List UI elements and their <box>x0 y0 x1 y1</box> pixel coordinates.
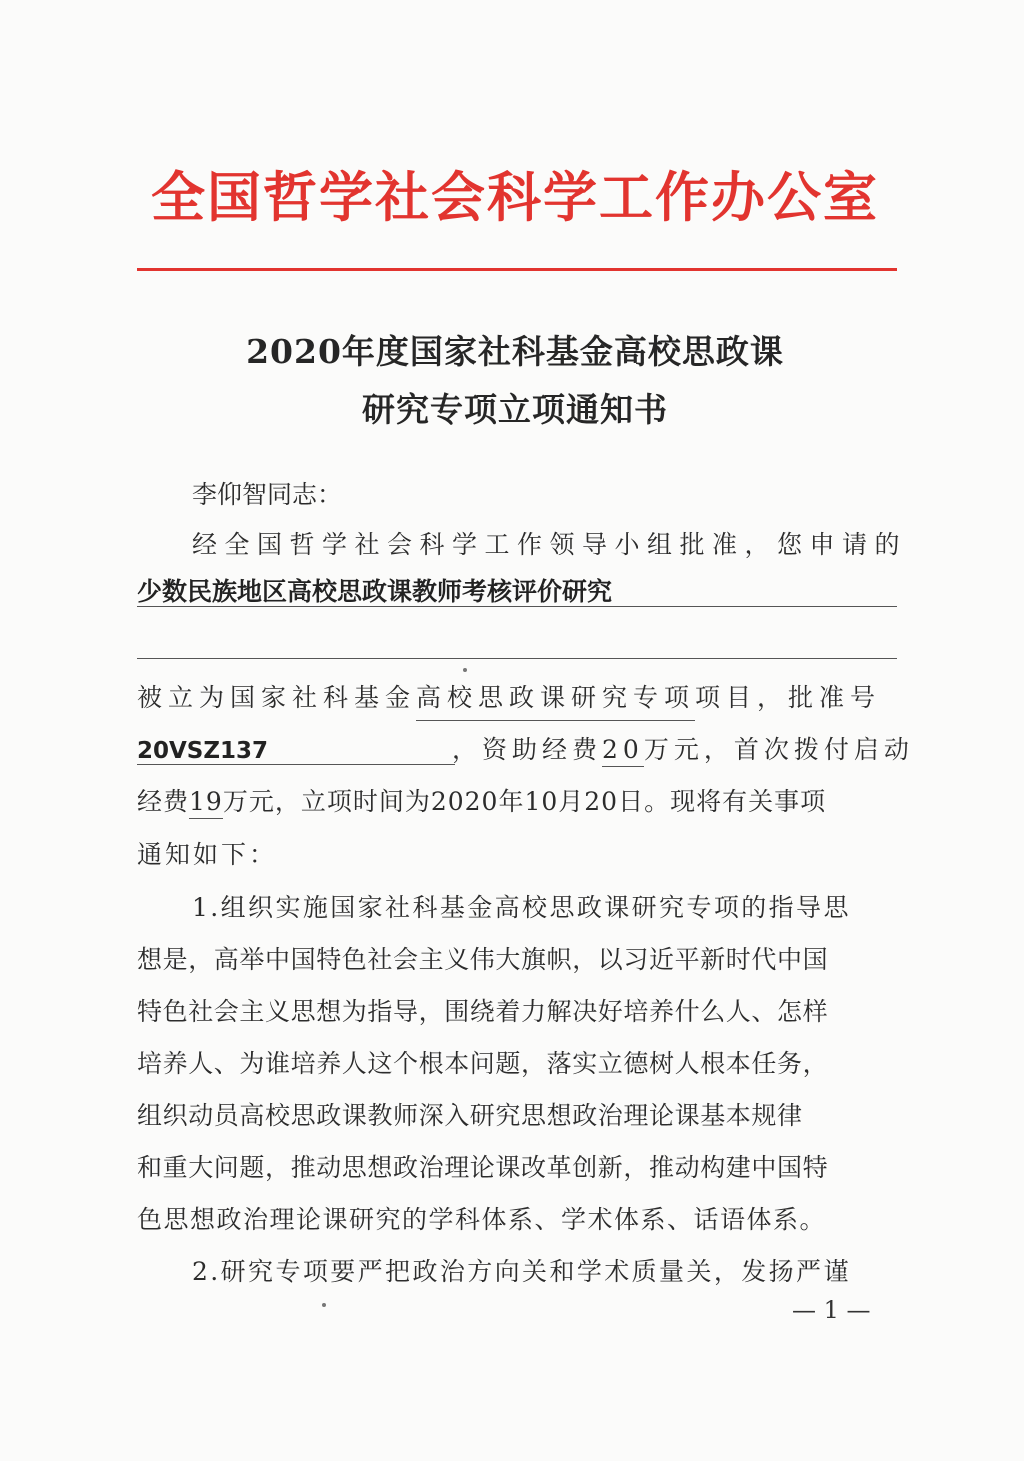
letterhead-title: 全国哲学社会科学工作办公室 <box>151 166 879 229</box>
line-text: 想是，高举中国特色社会主义伟大旗帜，以习近平新时代中国 <box>137 945 829 974</box>
project-type: 高校思政课研究专项 <box>416 678 695 721</box>
document-title-line-2: 研究专项立项通知书 <box>362 390 668 429</box>
paragraph-1-line-7 <box>137 1200 897 1240</box>
letterhead-red-rule <box>137 268 897 271</box>
approval-number: 20VSZ137 <box>137 738 269 764</box>
paragraph-1-line-3 <box>137 992 897 1032</box>
text-segment: 万元，立项时间为2020年10月20日。现将有关事项 <box>222 787 827 816</box>
paragraph-2-line-1 <box>192 1252 897 1292</box>
blank-fill-line <box>137 658 897 659</box>
document-title-line-1: 2020年度国家社科基金高校思政课 <box>246 332 784 371</box>
body-line-1 <box>192 525 908 565</box>
paragraph-1-line-1 <box>192 888 897 928</box>
line-text <box>452 735 914 767</box>
line-text: 特色社会主义思想为指导，围绕着力解决好培养什么人、怎样 <box>137 997 829 1026</box>
project-name: 少数民族地区高校思政课教师考核评价研究 <box>137 577 613 606</box>
text-segment: 经费 <box>137 787 190 816</box>
body-line-4-rest <box>452 730 914 770</box>
initial-funding-amount: 19 <box>189 787 223 819</box>
body-line-3 <box>137 678 897 721</box>
line-text: 经全国哲学社会科学工作领导小组批准，您申请的 <box>192 530 908 559</box>
line-text: 色思想政治理论课研究的学科体系、学术体系、话语体系。 <box>137 1205 827 1234</box>
project-name-underline <box>137 606 897 607</box>
paragraph-1-line-5 <box>137 1096 897 1136</box>
text-segment: 被立为国家社科基金 <box>137 683 417 712</box>
line-text <box>137 787 826 819</box>
paragraph-1-line-2 <box>137 940 897 980</box>
line-text: 组织动员高校思政课教师深入研究思想政治理论课基本规律 <box>137 1101 803 1130</box>
line-text: 培养人、为谁培养人这个根本问题，落实立德树人根本任务， <box>137 1049 829 1078</box>
body-line-6 <box>137 835 897 875</box>
salutation: 李仰智同志： <box>192 480 343 509</box>
paragraph-1-line-6 <box>137 1148 897 1188</box>
line-text <box>137 678 881 721</box>
text-segment: 万元，首次拨付启动 <box>643 735 914 764</box>
page-number: — 1 — <box>792 1296 871 1324</box>
scan-speck <box>322 1303 326 1307</box>
text-segment: 项目，批准号 <box>695 683 882 712</box>
approval-number-underline <box>137 764 455 765</box>
line-text: 2.研究专项要严把政治方向关和学术质量关，发扬严谨 <box>192 1257 851 1286</box>
funding-amount: 20 <box>602 735 644 767</box>
paragraph-1-line-4 <box>137 1044 897 1084</box>
body-line-5 <box>137 782 897 822</box>
line-text: 和重大问题，推动思想政治理论课改革创新，推动构建中国特 <box>137 1153 829 1182</box>
line-text: 1.组织实施国家社科基金高校思政课研究专项的指导思 <box>192 893 851 922</box>
line-text: 通知如下： <box>137 840 278 869</box>
text-segment: ，资助经费 <box>452 735 603 764</box>
scan-speck <box>463 668 467 672</box>
